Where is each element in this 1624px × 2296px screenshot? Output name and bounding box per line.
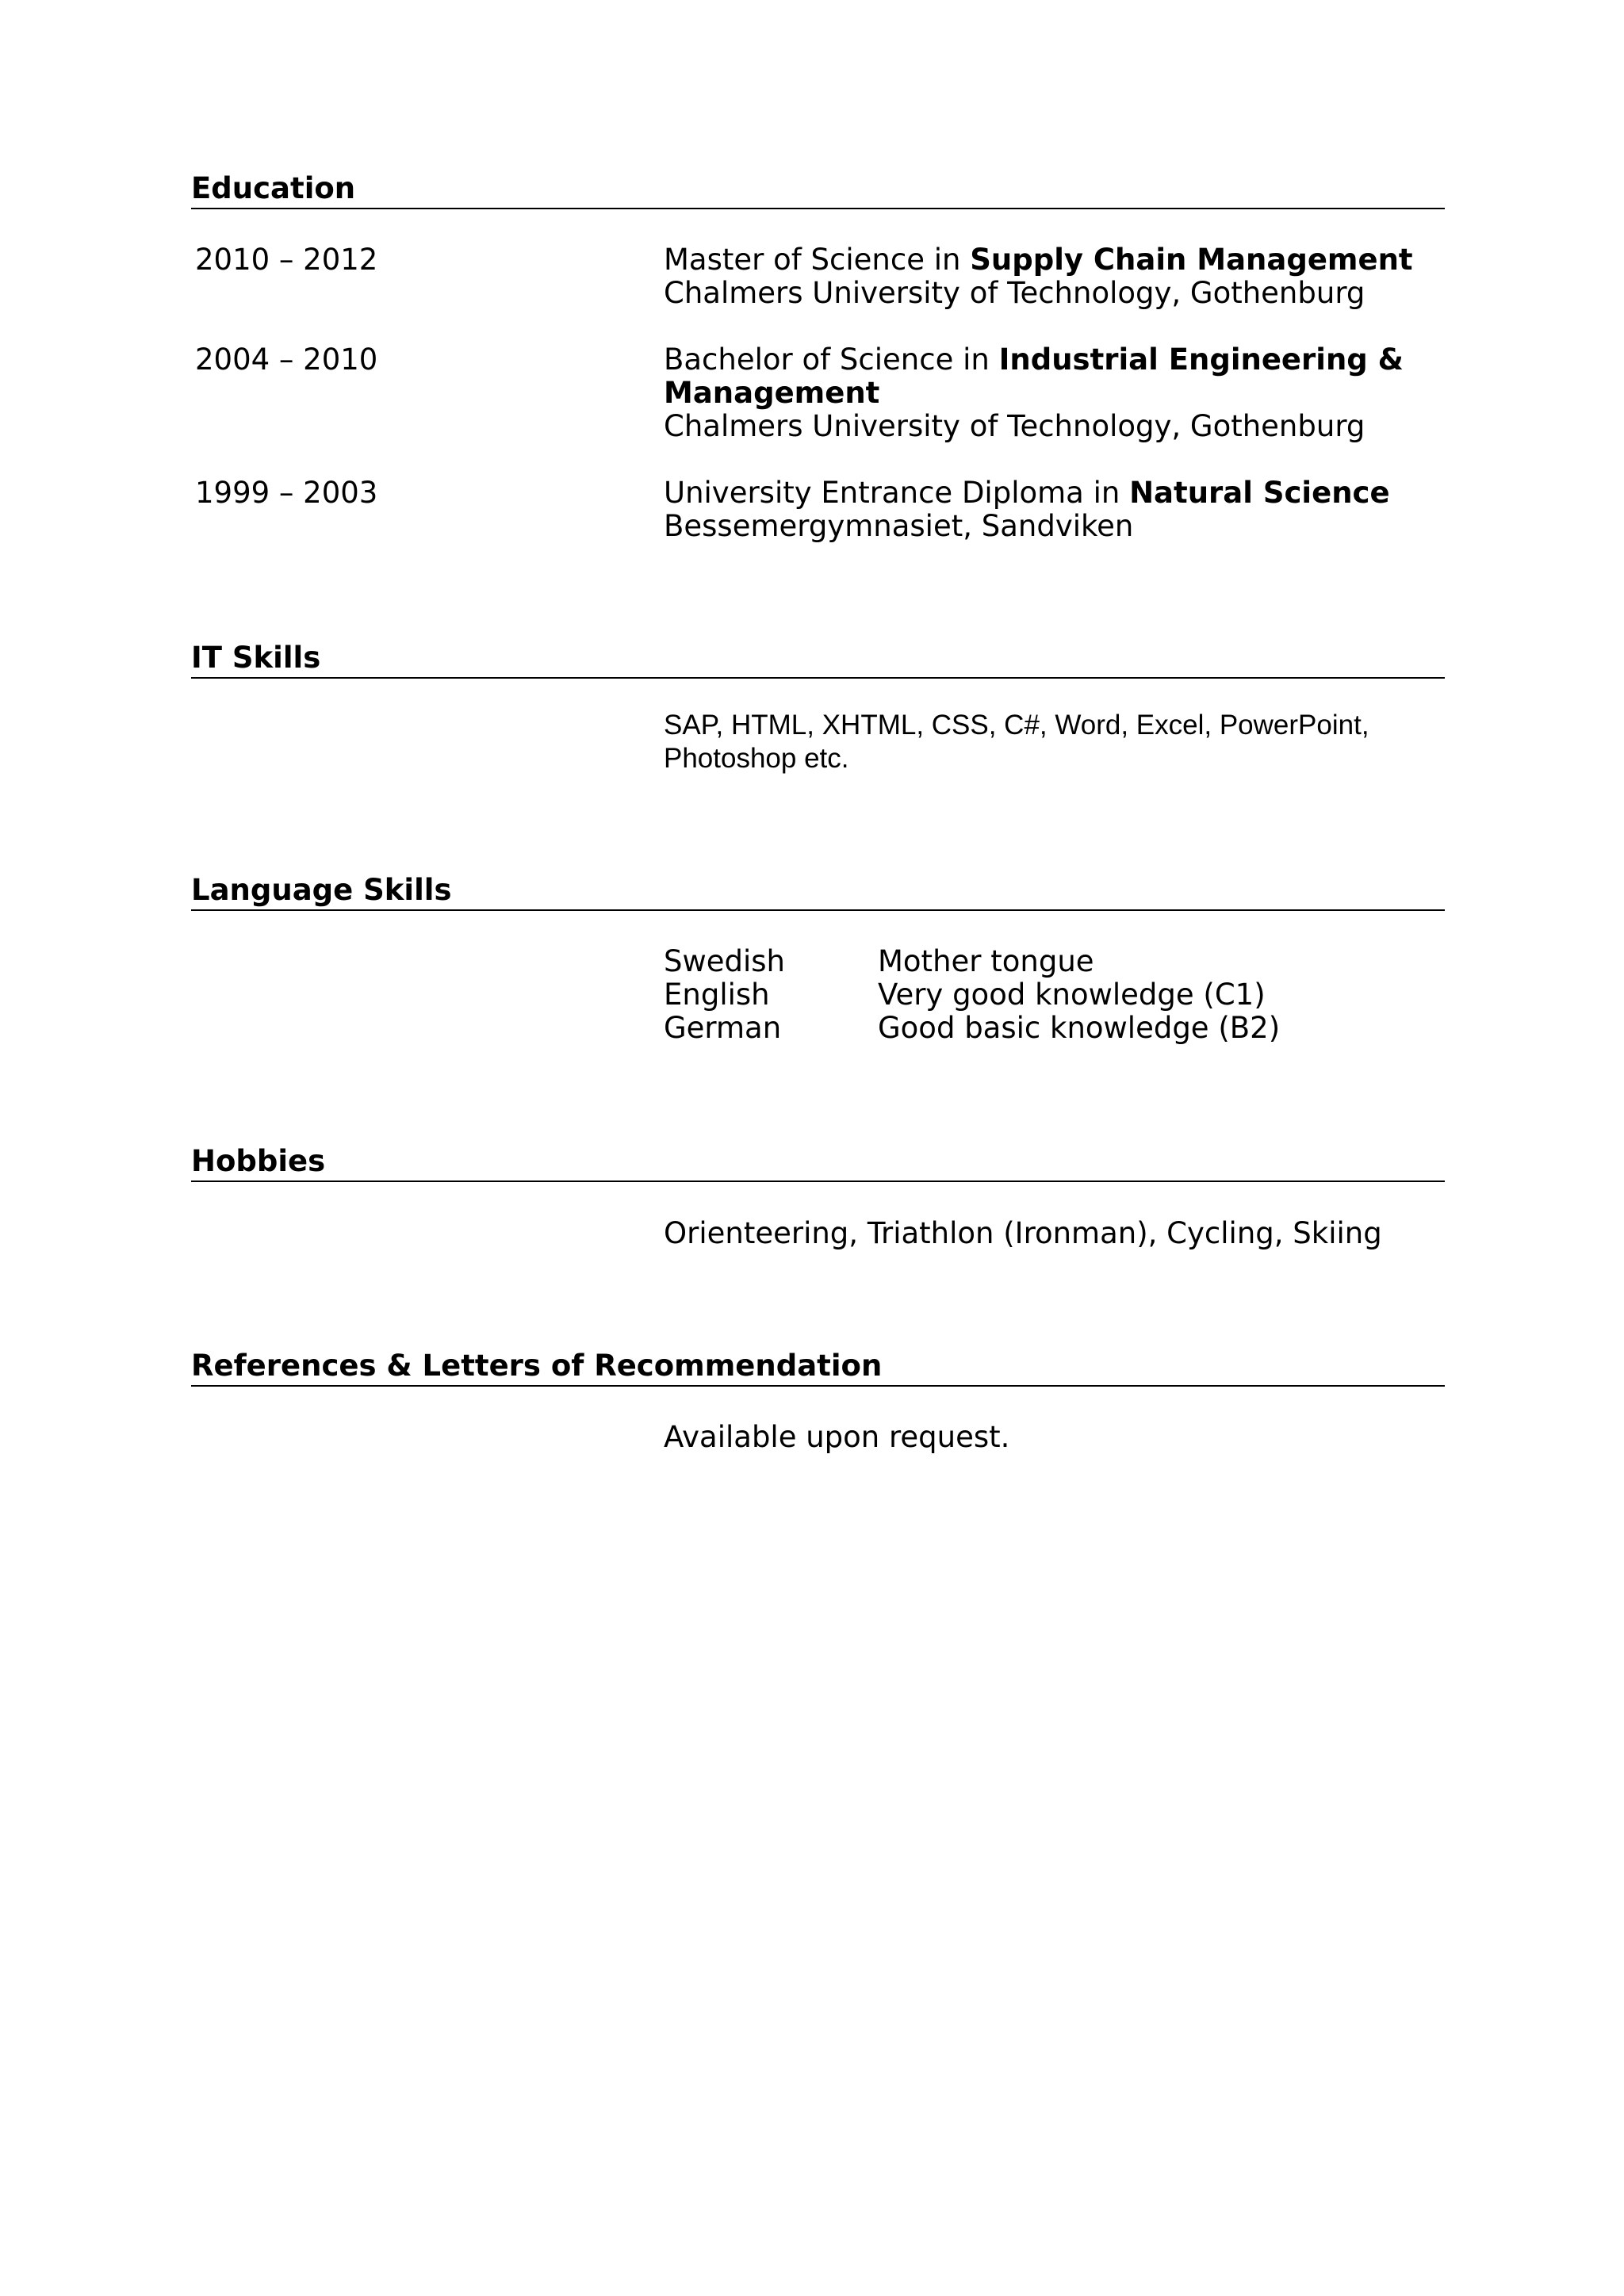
hobbies-text: Orienteering, Triathlon (Ironman), Cycling, Skiing — [664, 1216, 1382, 1250]
language-level-2: Very good knowledge (C1) — [878, 978, 1266, 1012]
it-skills-divider — [191, 677, 1445, 679]
degree-prefix: University Entrance Diploma in — [664, 476, 1130, 510]
degree-prefix: Master of Science in — [664, 243, 971, 277]
education-degree-3 — [664, 476, 1390, 510]
it-skills-line-2: Photoshop etc. — [664, 743, 849, 774]
references-text: Available upon request. — [664, 1420, 1010, 1454]
education-years-1: 2010 – 2012 — [195, 243, 378, 277]
references-divider — [191, 1385, 1445, 1387]
education-years-2: 2004 – 2010 — [195, 342, 378, 377]
degree-prefix: Bachelor of Science in — [664, 342, 999, 377]
hobbies-divider — [191, 1181, 1445, 1182]
degree-field-continued: Management — [664, 376, 880, 410]
references-heading: References & Letters of Recommendation — [191, 1349, 883, 1383]
language-skills-heading: Language Skills — [191, 873, 452, 907]
education-degree-2-continued — [664, 377, 879, 410]
education-degree-2 — [664, 343, 1404, 377]
degree-field: Natural Science — [1129, 476, 1390, 510]
language-skills-divider — [191, 909, 1445, 911]
education-years-3: 1999 – 2003 — [195, 476, 378, 510]
education-divider — [191, 208, 1445, 209]
language-name-3: German — [664, 1011, 782, 1045]
it-skills-heading: IT Skills — [191, 641, 321, 675]
it-skills-line-1: SAP, HTML, XHTML, CSS, C#, Word, Excel, PowerPoint, — [664, 710, 1369, 740]
education-institution-2: Chalmers University of Technology, Gothenburg — [664, 409, 1365, 443]
language-name-1: Swedish — [664, 944, 786, 978]
education-degree-1 — [664, 243, 1413, 277]
language-name-2: English — [664, 978, 770, 1012]
degree-field: Supply Chain Management — [970, 243, 1413, 277]
language-level-3: Good basic knowledge (B2) — [878, 1011, 1281, 1045]
education-institution-1: Chalmers University of Technology, Gothenburg — [664, 276, 1365, 310]
hobbies-heading: Hobbies — [191, 1144, 326, 1178]
degree-field: Industrial Engineering & — [998, 342, 1404, 377]
education-institution-3: Bessemergymnasiet, Sandviken — [664, 509, 1134, 543]
education-heading: Education — [191, 171, 356, 205]
language-level-1: Mother tongue — [878, 944, 1094, 978]
